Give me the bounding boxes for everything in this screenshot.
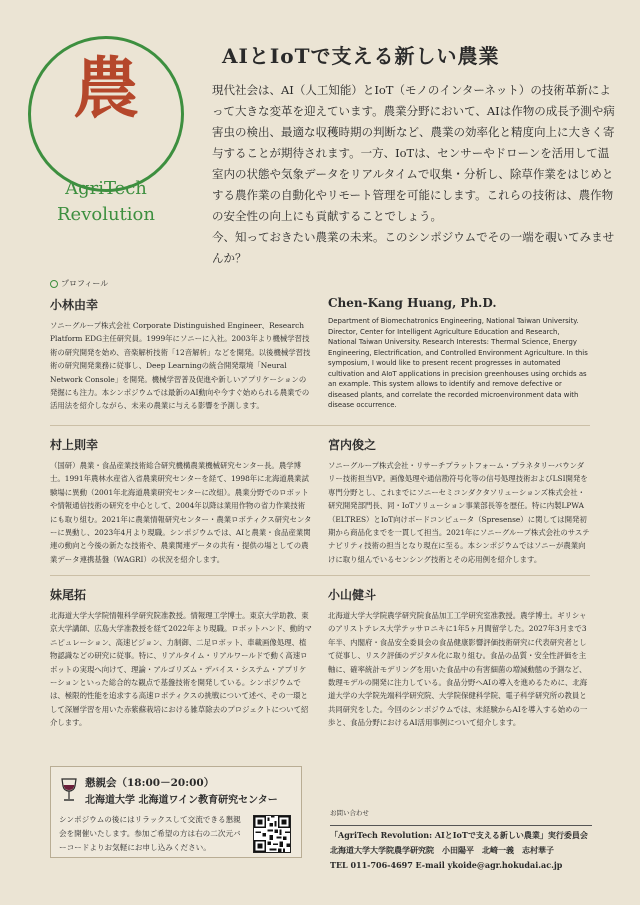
reception-venue: 北海道大学 北海道ワイン教育研究センター <box>85 795 278 806</box>
contact-tel-email[interactable]: TEL 011-706-4697 E-mail ykoide@agr.hokudai.ac.jp <box>330 860 563 870</box>
speaker-bio: ソニーグループ株式会社・リサーチプラットフォーム・プラネタリーバウンダリー技術担当VP。画像処理や通信勘符号化等の信号処理技術およびLSI開発を専門分野とし、これまでにソニーセミコンダクタソリューションズ株式会社・研究開発部門長、同・IoTソリューション事業部長等を歴任。特に内製LPWA（ELTRES）とIoT向けボードコンピュータ（Spresense）に関しては開発初期から商品化までを一貫して担当。2021年にソニーグループ株式会社のサステナビリティ技術の担当となり現在に至る。本シンポジウムではソニーが農業向けに取り組んでいるセンシング技術とその応用例を紹介します。 <box>328 461 590 564</box>
speaker-bio: 北海道大学大学院農学研究院食品加工工学研究室准教授。農学博士。ギリシャのアリストテレス大学テッサロニキに1年5ヶ月間留学した。2027年3月まで3年半、内閣府・食品安全委員会の食品健康影響評価技術研究に代表研究者として従事し、リスク評価のデジタル化に取り組む。食品の品質・安全性評価を主軸に、確率統計モデリングを用いた食品中の有害細菌の増減動態の予測など、数理モデルの開発に注力している。食品分野へAIの導入を進めるために、北海道大学の大学院先端科学研究院、大学院保健科学院、電子科学研究所の教員と共同研究をした。今回のシンポジウムでは、未経験からAIを導入する始めの一歩と、食品分野におけるAI活用事例について紹介します。 <box>328 611 588 728</box>
speaker-name: 小林由幸 <box>50 298 99 312</box>
speaker-name: 村上則幸 <box>50 438 99 452</box>
profile-miyauchi <box>328 436 590 566</box>
reception-title: 懇親会（18:00－20:00） <box>85 777 215 789</box>
speaker-name: 妹尾拓 <box>50 588 87 602</box>
speaker-name: 宮内俊之 <box>328 438 377 452</box>
reception-box <box>50 766 302 858</box>
page-title: AIとIoTで支える新しい農業 <box>222 44 500 68</box>
divider <box>50 575 590 576</box>
intro-text <box>212 80 618 269</box>
speaker-bio: 北海道大学大学院情報科学研究院准教授。情報理工学博士。東京大学助教、東京大学講師、広島大学准教授を経て2022年より現職。ロボットハンド、動的マニピュレーション、高速ビジョン、力制御、二足ロボット、車載画像処理、植物認識などの研究に従事。特に、リアルタイム・リアルワールドで動く高速ロボットの実現へ向けて、理論・アルゴリズム・デバイス・システム・アプリケーションといった総合的な観点で基盤技術を開発している。シンポジウムでは、極限的性能を追求する高速ロボティクスの挑戦について述べ、その一環として深層学習を用いた赤紫蘇栽培における雑草除去のプロジェクトについて紹介します。 <box>50 611 312 728</box>
profile-koyama <box>328 586 590 730</box>
profile-heading-text: プロフィール <box>61 279 109 288</box>
speaker-name: Chen-Kang Huang, Ph.D. <box>328 296 497 310</box>
profile-kobayashi <box>50 296 312 413</box>
profile-huang <box>328 296 590 411</box>
logo-kanji: 農 <box>73 49 139 127</box>
contact-label: お問い合わせ <box>330 809 369 817</box>
logo-text-agritech: AgriTech <box>65 178 147 199</box>
logo-text-revolution: Revolution <box>57 204 155 225</box>
contact-organizer: 「AgriTech Revolution: AIとIoTで支える新しい農業」実行委員会 <box>330 825 592 843</box>
profile-heading <box>50 278 108 289</box>
speaker-name: 小山健斗 <box>328 588 377 602</box>
contact-members: 北海道大学大学院農学研究院 小田陽平 北崎一義 志村華子 <box>330 845 554 855</box>
speaker-bio: Department of Biomechatronics Engineering, National Taiwan University. Director, Center for Intelligent Agriculture Education and Research, National Taiwan University. Research Interests: Thermal Science, Energy Engineering, Electrification, and Controlled Environment Agriculture. In this symposium, I would like to present recent progresses in automated cultivation and AIoT applications in precision greenhouses using orchids as an example. This system allows to identify and remove defective or diseased plants, and correlate the recorded microenvironment data with disease occurrence. <box>328 317 588 409</box>
circle-bullet-icon <box>50 280 58 288</box>
intro-closing: 今、知っておきたい農業の未来。このシンポジウムでその一端を覗いてみませんか？ <box>212 230 615 265</box>
contact-block <box>330 806 592 873</box>
speaker-bio: ソニーグループ株式会社 Corporate Distinguished Engineer、Research Platform EDG主任研究員。1999年にソニーに入社。2003年より機械学習技術の研究開発を始め、音楽解析技術「12音解析」などを開発。以後機械学習技術の研究開発業務に従事し、Deep Learningの統合開発環境「Neural Network Console」を開発。機械学習普及促進や新しいアプリケーションの発掘にも注力。本シンポジウムでは最新のAI動向や今すぐ始められる農業での活用法を紹介しながら、未来の農業に与える影響を予測します。 <box>50 321 311 411</box>
reception-description: シンポジウムの後にはリラックスして交流できる懇親会を開催いたします。参加ご希望の方は右の二次元バーコードよりお気軽にお申し込みください。 <box>59 815 241 852</box>
divider <box>50 425 590 426</box>
speaker-bio: （国研）農業・食品産業技術総合研究機構農業機械研究センター長。農学博士。1991年農林水産省入省農業研究センターを経て、1998年に北海道農業試験場に異動（2001年北海道農業研究センターに改組）。農業分野でのロボットや情報通信技術の研究を中心として、2004年以降は業用作物の省力作業技術にも取り組む。2021年に農業情報研究センター・農業ロボティクス研究センターに異動し、2023年4月より現職。シンポジウムでは、AIと農業・食品産業関連の動向と今後の新たな技術や、農業関連データの共有・提供の場としての農業データ連携基盤（WAGRI）の状況を紹介します。 <box>50 461 312 564</box>
profile-murakami <box>50 436 312 566</box>
intro-paragraph: 現代社会は、AI（人工知能）とIoT（モノのインターネット）の技術革新によって大きな変革を迎えています。農業分野において、AIは作物の成長予測や病害虫の検出、最適な収穫時期の判断など、農業の効率化と精度向上に大きく寄与することが期待されます。一方、IoTは、センサーやドローンを活用して温室内の状態や気象データをリアルタイムで収集・分析し、除草作業をはじめとする農作業の自動化やリモート管理を可能にします。これらの技術は、農作物の安全性の向上にも貢献することでしょう。 <box>212 83 615 223</box>
qr-code[interactable] <box>253 815 291 853</box>
profile-senoo <box>50 586 312 730</box>
wine-glass-icon <box>59 777 79 803</box>
